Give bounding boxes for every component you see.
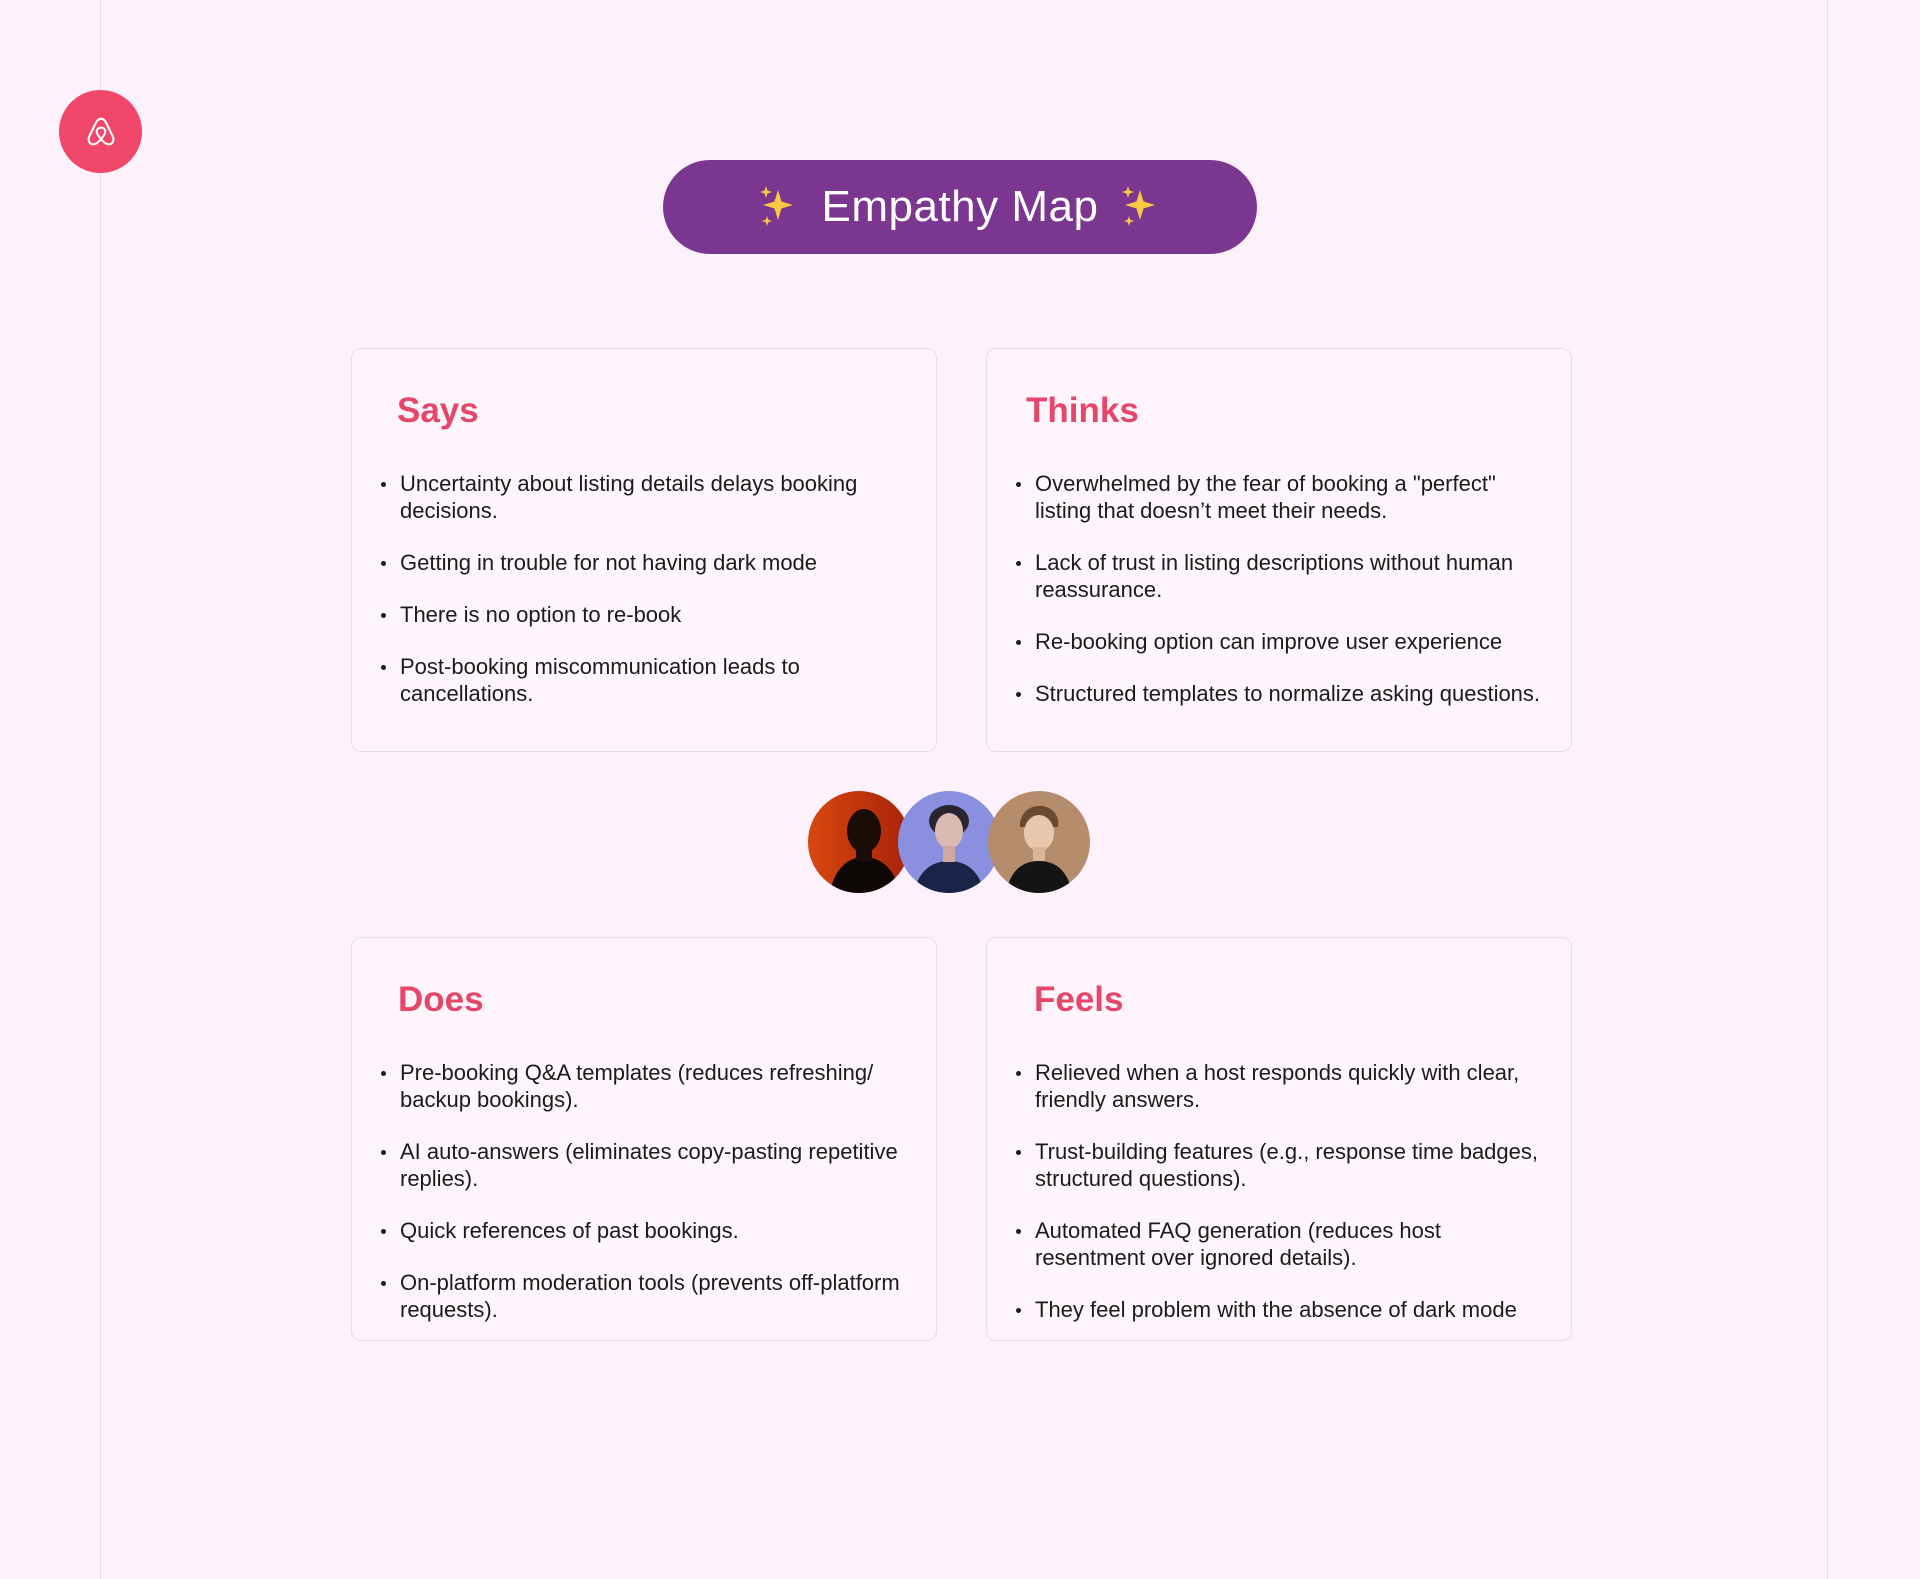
- sparkles-icon: [754, 182, 804, 232]
- list-item: They feel problem with the absence of dark mode: [1014, 1296, 1554, 1323]
- persona-avatars: [808, 791, 1090, 893]
- does-card: [351, 937, 937, 1341]
- list-item: AI auto-answers (eliminates copy-pasting repetitive replies).: [379, 1138, 919, 1192]
- says-list: [379, 470, 919, 732]
- list-item: Post-booking miscommunication leads to cancellations.: [379, 653, 919, 707]
- thinks-card: [986, 348, 1572, 752]
- feels-list: [1014, 1059, 1554, 1348]
- list-item: Uncertainty about listing details delays booking decisions.: [379, 470, 919, 524]
- feels-card: [986, 937, 1572, 1341]
- list-item: There is no option to re-book: [379, 601, 919, 628]
- page-title: Empathy Map: [821, 182, 1099, 231]
- does-list: [379, 1059, 919, 1348]
- list-item: Pre-booking Q&A templates (reduces refreshing/ backup bookings).: [379, 1059, 919, 1113]
- list-item: Automated FAQ generation (reduces host resentment over ignored details).: [1014, 1217, 1554, 1271]
- thinks-list: [1014, 470, 1554, 732]
- does-title: Does: [398, 980, 484, 1019]
- feels-title: Feels: [1034, 980, 1124, 1019]
- list-item: Structured templates to normalize asking questions.: [1014, 680, 1554, 707]
- list-item: Trust-building features (e.g., response time badges, structured questions).: [1014, 1138, 1554, 1192]
- list-item: Overwhelmed by the fear of booking a "perfect" listing that doesn’t meet their needs.: [1014, 470, 1554, 524]
- sparkles-icon: [1116, 182, 1166, 232]
- list-item: Relieved when a host responds quickly with clear, friendly answers.: [1014, 1059, 1554, 1113]
- says-title: Says: [397, 391, 479, 430]
- list-item: Lack of trust in listing descriptions without human reassurance.: [1014, 549, 1554, 603]
- list-item: Getting in trouble for not having dark mode: [379, 549, 919, 576]
- thinks-title: Thinks: [1026, 391, 1139, 430]
- page-title-pill: [663, 160, 1257, 254]
- airbnb-logo-icon: [59, 90, 142, 173]
- says-card: [351, 348, 937, 752]
- persona-avatar-2: [898, 791, 1000, 893]
- list-item: Quick references of past bookings.: [379, 1217, 919, 1244]
- persona-avatar-1: [808, 791, 910, 893]
- list-item: On-platform moderation tools (prevents off-platform requests).: [379, 1269, 919, 1323]
- list-item: Re-booking option can improve user experience: [1014, 628, 1554, 655]
- right-guide-line: [1827, 0, 1828, 1579]
- left-guide-line: [100, 0, 101, 1579]
- persona-avatar-3: [988, 791, 1090, 893]
